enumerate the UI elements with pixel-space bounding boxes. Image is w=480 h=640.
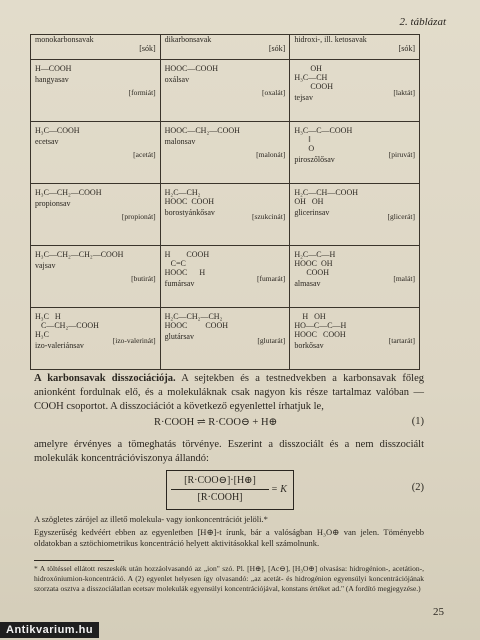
table-cell bbox=[290, 308, 420, 370]
salt-name: [butirát] bbox=[131, 274, 156, 283]
page-number: 25 bbox=[433, 606, 444, 618]
column-name: dikarbonsavak bbox=[164, 35, 212, 44]
chemical-formula: OH H₃C—CH COOH bbox=[294, 64, 333, 91]
column-header-hydroxy bbox=[290, 35, 420, 60]
equilibrium-constant: = K bbox=[271, 484, 287, 495]
note-simplification: Egyszerűség kedvéért ebben az egyenletben [H⊕]-t írunk, bár a valóságban H₃O⊕ van jelen. Töményebb oldatokban a sztöchiometrikus koncentráció helyett aktivitásokkal kell számolnunk. bbox=[34, 527, 424, 548]
fraction-numerator: [R·COO⊖]·[H⊕] bbox=[184, 475, 256, 486]
table-cell bbox=[160, 184, 290, 246]
acid-name: almasav bbox=[294, 279, 321, 288]
chemical-formula: H₃C—CH₂—COOH bbox=[35, 188, 102, 197]
chemical-formula: H₂C—C—H HOOC OH COOH bbox=[294, 250, 336, 277]
chemical-formula: H₂C—CH₂—CH₂ HOOC COOH bbox=[164, 312, 228, 330]
salt-name: [oxalát] bbox=[261, 88, 286, 97]
column-header-mono bbox=[31, 35, 161, 60]
acid-name: vajsav bbox=[35, 261, 56, 270]
acid-name: oxálsav bbox=[164, 75, 190, 84]
column-tag: [sók] bbox=[268, 44, 286, 53]
acid-name: izo-valeriánsav bbox=[35, 341, 84, 350]
acid-name: propionsav bbox=[35, 199, 71, 208]
acid-name: borostyánkősav bbox=[164, 208, 215, 217]
acid-name: glicerinsav bbox=[294, 208, 330, 217]
column-tag: [sók] bbox=[139, 44, 156, 53]
table-cell bbox=[31, 184, 161, 246]
salt-name: [szukcinát] bbox=[251, 212, 286, 221]
salt-name: [propionát] bbox=[121, 212, 156, 221]
salt-name: [formiát] bbox=[128, 88, 156, 97]
table-body bbox=[31, 60, 420, 370]
column-name: hidroxi-, ill. ketosavak bbox=[294, 35, 367, 44]
chemical-formula: H₂C—CH—COOH OH OH bbox=[294, 188, 358, 206]
footnote-rule bbox=[34, 560, 114, 561]
table-cell bbox=[290, 122, 420, 184]
table-cell bbox=[160, 308, 290, 370]
table-cell bbox=[31, 246, 161, 308]
watermark-logo: Antikvarium.hu bbox=[0, 622, 99, 638]
salt-name: [malonát] bbox=[256, 150, 286, 159]
salt-name: [tartarát] bbox=[388, 336, 415, 345]
salt-name: [acetát] bbox=[133, 150, 156, 159]
equation-number: (2) bbox=[411, 482, 424, 493]
paragraph-text: A sejtekben és a testnedvekben a karbonsavak főleg anionként fordulnak elő, és a molekuláknak csak nagyon kis része tartalmaz valóban —COOH csoportot. A disszociációt a következő egyenlettel írhatjuk le, bbox=[34, 373, 424, 412]
table-cell bbox=[31, 60, 161, 122]
table-cell bbox=[160, 246, 290, 308]
acid-name: ecetsav bbox=[35, 137, 59, 146]
acid-name: tejsav bbox=[294, 93, 313, 102]
chemical-formula: H₃C—C—COOH ‖ O bbox=[294, 126, 353, 153]
acid-name: piroszőlősav bbox=[294, 155, 335, 164]
table-cell bbox=[160, 122, 290, 184]
equation-expression: R·COOH ⇌ R·COO⊖ + H⊕ bbox=[154, 417, 278, 428]
paragraph-mass-action: amelyre érvényes a tömeghatás törvénye. Eszerint a disszociált és a nem disszociált molekulák koncentrációviszonya állandó: bbox=[34, 439, 424, 464]
carboxylic-acid-table bbox=[30, 34, 420, 370]
salt-name: [laktát] bbox=[393, 88, 415, 97]
acid-name: glutársav bbox=[164, 332, 194, 341]
fraction-line bbox=[171, 489, 269, 490]
equation-2-box bbox=[166, 470, 294, 510]
chemical-formula: H₃C—CH₂—CH₂—COOH bbox=[35, 250, 124, 259]
salt-name: [glicerát] bbox=[387, 212, 415, 221]
chemical-formula: H₂C—CH₂ HOOC COOH bbox=[164, 188, 214, 206]
chemical-formula: HOOC—COOH bbox=[164, 64, 218, 73]
table-cell bbox=[31, 308, 161, 370]
salt-name: [malát] bbox=[393, 274, 415, 283]
table-cell bbox=[160, 60, 290, 122]
acid-name: fumársav bbox=[164, 279, 195, 288]
salt-name: [izo-valerinát] bbox=[112, 336, 156, 345]
column-header-di bbox=[160, 35, 290, 60]
salt-name: [piruvát] bbox=[388, 150, 415, 159]
table-cell bbox=[290, 60, 420, 122]
salt-name: [fumarát] bbox=[256, 274, 286, 283]
acid-name: malonsav bbox=[164, 137, 196, 146]
equation-number: (1) bbox=[411, 416, 424, 427]
table-cell bbox=[290, 184, 420, 246]
note-brackets: A szögletes zárójel az illető molekula- vagy ionkoncentrációt jelöli.* bbox=[34, 514, 268, 524]
chemical-formula: H OH HO—C—C—H HOOC COOH bbox=[294, 312, 347, 339]
table-label: 2. táblázat bbox=[399, 16, 446, 28]
fraction-denominator: [R·COOH] bbox=[197, 492, 243, 503]
footnote: * A töltéssel ellátott reszeskék után hozzáolvasandó az „ion" szó. Pl. [H⊕], [Ac⊖], [H₃O⊕] olvasása: hidrogénion-, acetátion-, hidroxóniumion-koncentráció. A (2) egyenlet helyesen így olvasandó: „az acetát- és hidrogénion egyensúlyi koncentrációjának szorzata osztva a disszociálatlan ecetsav molekulák egyensúlyi koncentrációjával, konstans értéket ad." (A fordító megjegyzése.) bbox=[34, 564, 424, 593]
acid-name: borkősav bbox=[294, 341, 324, 350]
chemical-formula: H₃C—COOH bbox=[35, 126, 80, 135]
chemical-formula: H₃C H C—CH₂—COOH H₃C bbox=[35, 312, 99, 339]
table-cell bbox=[31, 122, 161, 184]
chemical-formula: H COOH C=C HOOC H bbox=[164, 250, 210, 277]
paragraph-heading: A karbonsavak disszociációja. bbox=[34, 373, 176, 384]
chemical-formula: HOOC—CH₂—COOH bbox=[164, 126, 240, 135]
acid-name: hangyasav bbox=[35, 75, 69, 84]
salt-name: [glutarát] bbox=[257, 336, 286, 345]
chemical-formula: H—COOH bbox=[35, 64, 72, 73]
column-name: monokarbonsavak bbox=[35, 35, 94, 44]
paragraph-dissociation bbox=[34, 372, 424, 414]
table-cell bbox=[290, 246, 420, 308]
column-tag: [sók] bbox=[398, 44, 415, 53]
